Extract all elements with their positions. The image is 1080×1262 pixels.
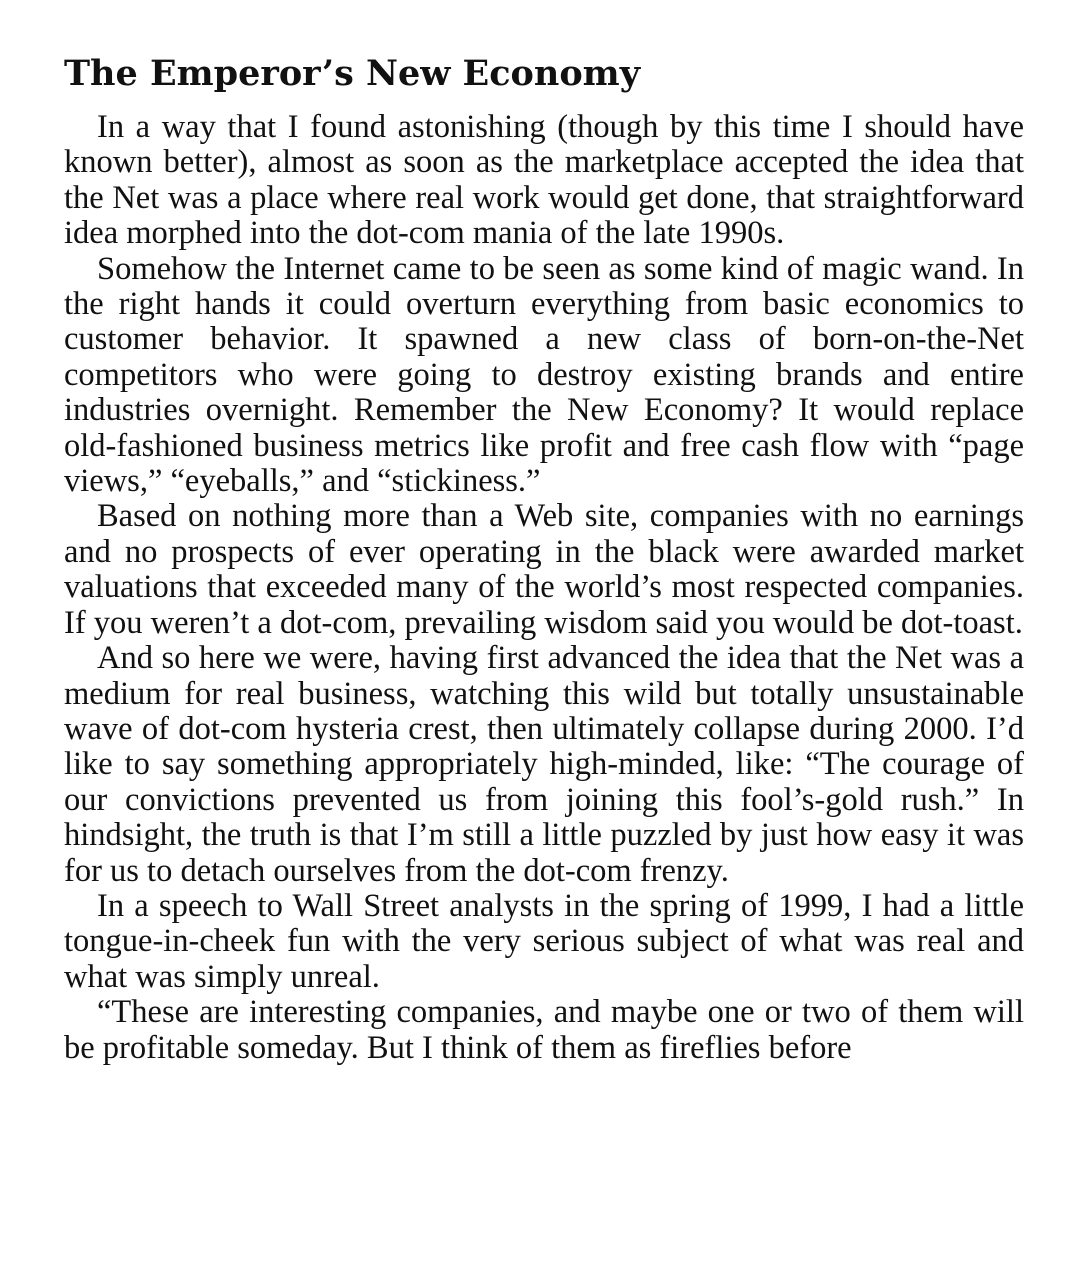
paragraph-4: And so here we were, having first advanced the idea that the Net was a medium for real business, watching this wild but totally unsustainable wave of dot-com hysteria crest, then ultimately collapse during 2000. I’d like to say something appropriately high-minded, like: “The courage of our convictions prevented us from joining this fool’s-gold rush.” In hindsight, the truth is that I’m still a little puzzled by just how easy it was for us to detach ourselves from the dot-com frenzy. [64,640,1024,889]
document-page [64,50,1024,1066]
paragraph-6: “These are interesting companies, and maybe one or two of them will be profitable someday. But I think of them as fireflies before [64,994,1024,1066]
body-text [64,110,1024,1066]
paragraph-3: Based on nothing more than a Web site, companies with no earnings and no prospects of ever operating in the black were awarded market valuations that exceeded many of the world’s most respected companies. If you weren’t a dot-com, prevailing wisdom said you would be dot-toast. [64,498,1024,641]
section-heading: The Emperor’s New Economy [64,53,641,94]
paragraph-2: Somehow the Internet came to be seen as some kind of magic wand. In the right hands it could overturn everything from basic economics to customer behavior. It spawned a new class of born-on-the-Net competitors who were going to destroy existing brands and entire industries overnight. Remember the New Economy? It would replace old-fashioned business metrics like profit and free cash flow with “page views,” “eyeballs,” and “stickiness.” [64,250,1024,500]
paragraph-1: In a way that I found astonishing (though by this time I should have known better), almost as soon as the marketplace accepted the idea that the Net was a place where real work would get done, that straightforward idea morphed into the dot-com mania of the late 1990s. [64,109,1024,252]
paragraph-5: In a speech to Wall Street analysts in the spring of 1999, I had a little tongue-in-cheek fun with the very serious subject of what was real and what was simply unreal. [64,887,1024,995]
